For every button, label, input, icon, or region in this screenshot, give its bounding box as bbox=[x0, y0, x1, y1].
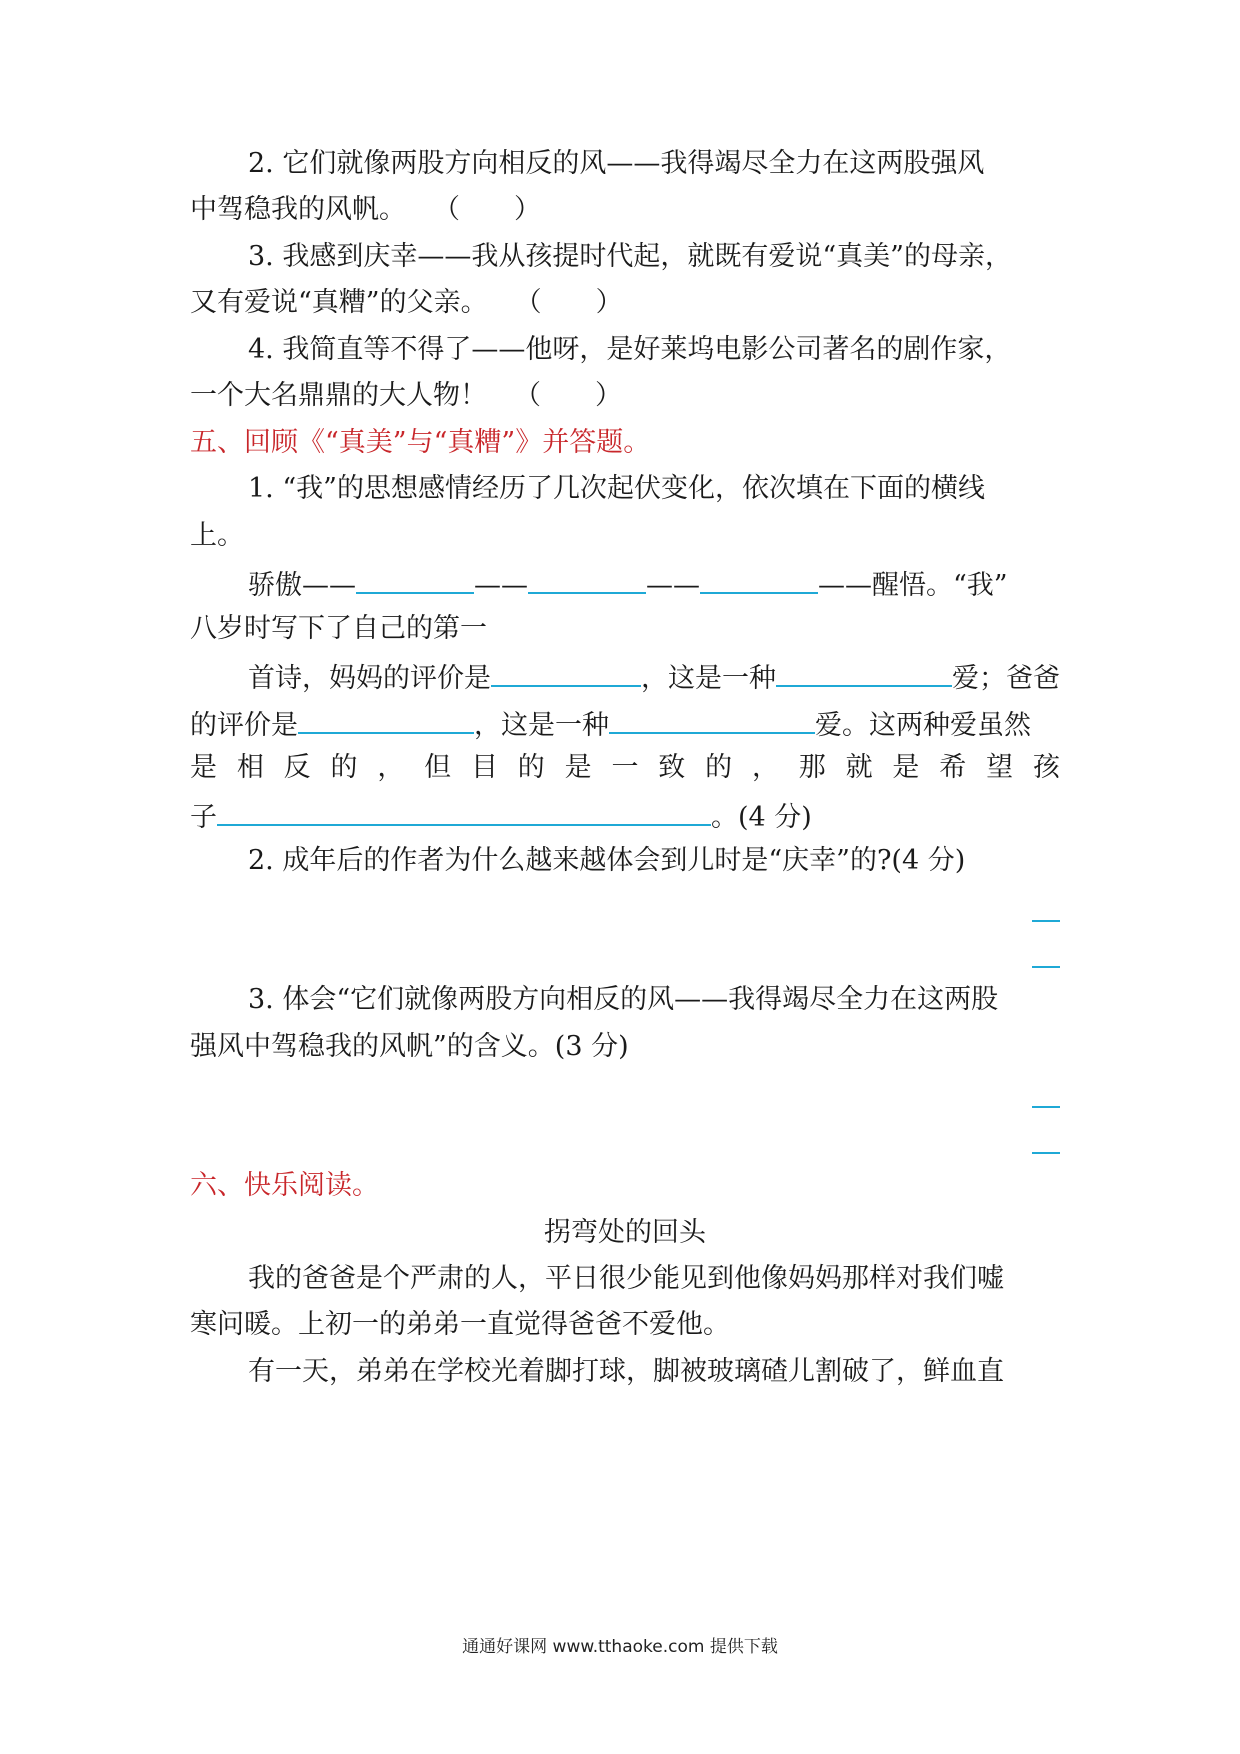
spread-char: 望 bbox=[986, 752, 1014, 783]
s5-q2: 2. 成年后的作者为什么越来越体会到儿时是“庆幸”的?(4 分) bbox=[248, 845, 966, 876]
emotion-chain: 骄傲—— —— —— ——醒悟。“我” bbox=[248, 564, 1060, 604]
spread-char: 的 bbox=[705, 752, 733, 783]
spread-char: 一 bbox=[611, 752, 639, 783]
spread-char: 是 bbox=[892, 752, 920, 783]
spread-char: 目 bbox=[470, 752, 498, 783]
s5-q1-line2: 上。 bbox=[190, 520, 244, 551]
section6-heading: 六、快乐阅读。 bbox=[190, 1170, 379, 1201]
spread-char: ， bbox=[377, 752, 405, 783]
spread-text bbox=[190, 750, 1060, 786]
s5-q3-line1: 3. 体会“它们就像两股方向相反的风——我得竭尽全力在这两股 bbox=[248, 984, 999, 1015]
emotion-blank-2[interactable] bbox=[528, 564, 646, 594]
dad-love-type-blank[interactable] bbox=[609, 704, 815, 734]
mom-evaluation-blank[interactable] bbox=[491, 657, 641, 687]
dad-evaluation-blank[interactable] bbox=[298, 704, 474, 734]
s5-q1-line1: 1. “我”的思想感情经历了几次起伏变化，依次填在下面的横线 bbox=[248, 473, 985, 504]
spread-char: 相 bbox=[236, 752, 264, 783]
answer-line-stub[interactable] bbox=[1032, 1152, 1060, 1154]
passage-p1-line2: 寒问暖。上初一的弟弟一直觉得爸爸不爱他。 bbox=[190, 1309, 730, 1340]
emotion-blank-3[interactable] bbox=[700, 564, 818, 594]
spread-char: 反 bbox=[283, 752, 311, 783]
answer-paren[interactable]: （ ） bbox=[514, 287, 623, 318]
mom-love-type-blank[interactable] bbox=[776, 657, 952, 687]
dad-evaluation-line: 的评价是 ，这是一种 爱。这两种爱虽然 bbox=[190, 704, 1060, 744]
answer-paren[interactable]: （ ） bbox=[433, 194, 541, 225]
emotion-blank-1[interactable] bbox=[356, 564, 474, 594]
q4-2-line2: 中驾稳我的风帆。 （ ） bbox=[190, 194, 541, 225]
spread-char: 孩 bbox=[1032, 752, 1060, 783]
q4-4-line1: 4. 我简直等不得了——他呀，是好莱坞电影公司著名的剧作家， bbox=[248, 334, 1012, 365]
spread-char: 的 bbox=[330, 752, 358, 783]
s5-age-line: 八岁时写下了自己的第一 bbox=[190, 613, 487, 644]
spread-char: 的 bbox=[517, 752, 545, 783]
hope-line: 子 。(4 分) bbox=[190, 796, 1060, 836]
answer-line-stub[interactable] bbox=[1032, 1106, 1060, 1108]
passage-p2-line1: 有一天，弟弟在学校光着脚打球，脚被玻璃碴儿割破了，鲜血直 bbox=[248, 1356, 1004, 1387]
hope-blank[interactable] bbox=[217, 796, 711, 826]
q4-2-line1: 2. 它们就像两股方向相反的风——我得竭尽全力在这两股强风 bbox=[248, 148, 985, 179]
spread-text-line bbox=[190, 750, 1060, 786]
spread-char: 是 bbox=[190, 752, 217, 783]
s5-q3-line2: 强风中驾稳我的风帆”的含义。(3 分) bbox=[190, 1031, 629, 1062]
q4-3-line2: 又有爱说“真糟”的父亲。 （ ） bbox=[190, 287, 623, 318]
passage-p1-line1: 我的爸爸是个严肃的人，平日很少能见到他像妈妈那样对我们嘘 bbox=[248, 1263, 1004, 1294]
section5-heading: 五、回顾《“真美”与“真糟”》并答题。 bbox=[190, 427, 651, 458]
spread-char: ， bbox=[751, 752, 779, 783]
answer-paren[interactable]: （ ） bbox=[514, 380, 622, 411]
spread-char: 希 bbox=[939, 752, 967, 783]
answer-line-stub[interactable] bbox=[1032, 966, 1060, 968]
q4-4-line2: 一个大名鼎鼎的大人物！ （ ） bbox=[190, 380, 622, 411]
footer-credit: 通通好课网 www.tthaoke.com 提供下载 bbox=[462, 1637, 778, 1657]
spread-char: 那 bbox=[798, 752, 826, 783]
answer-line-stub[interactable] bbox=[1032, 920, 1060, 922]
spread-char: 但 bbox=[424, 752, 452, 783]
spread-char: 致 bbox=[658, 752, 686, 783]
q4-3-line1: 3. 我感到庆幸——我从孩提时代起，就既有爱说“真美”的母亲， bbox=[248, 241, 1012, 272]
mom-evaluation-line: 首诗，妈妈的评价是 ，这是一种 爱；爸爸 bbox=[248, 657, 1060, 697]
spread-char: 就 bbox=[845, 752, 873, 783]
spread-char: 是 bbox=[564, 752, 592, 783]
passage-title: 拐弯处的回头 bbox=[544, 1217, 706, 1248]
